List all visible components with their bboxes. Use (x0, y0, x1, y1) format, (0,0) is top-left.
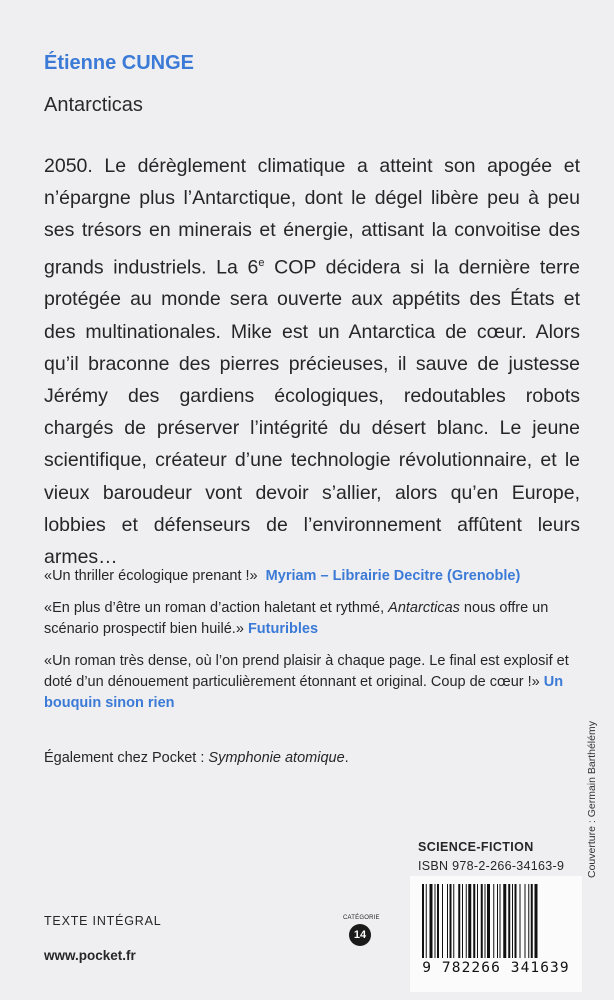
barcode (410, 876, 582, 992)
also-title: Symphonie atomique (208, 750, 345, 766)
genre-label: SCIENCE-FICTION (418, 840, 534, 854)
review-quotes (44, 566, 584, 725)
quote-text: «Un roman très dense, où l’on prend plaisir à chaque page. Le final est explosif et doté d’un dénouement particulièrement étonnant et original. Coup de cœur !» (44, 653, 569, 690)
texte-integral-label: TEXTE INTÉGRAL (44, 914, 162, 928)
synopsis-superscript: e (258, 256, 265, 269)
quote-source: Futuribles (247, 621, 319, 637)
category-label: CATÉGORIE (343, 915, 380, 921)
quote-source: Myriam – Librairie Decitre (Grenoble) (265, 568, 521, 584)
review-quote (44, 651, 584, 714)
quote-italic-title: Antarcticas (388, 600, 460, 616)
quote-source: Un bouquin sinon rien (44, 674, 564, 711)
also-by-author (44, 750, 349, 766)
barcode-number: 9 782266 341639 (422, 960, 570, 976)
barcode-bars (420, 884, 572, 958)
quote-text: «Un thriller écologique prenant !» (44, 568, 258, 584)
review-quote (44, 598, 584, 640)
category-badge: 14 (349, 924, 371, 946)
isbn: ISBN 978-2-266-34163-9 (418, 859, 565, 873)
also-prefix: Également chez Pocket : (44, 750, 209, 766)
quote-text: «En plus d’être un roman d’action haletant et rythmé, (44, 600, 389, 616)
synopsis-part-1: 2050. Le dérèglement climatique a atteint son apogée et n’épargne plus l’Antarctique, dont le dégel libère peu à peu ses trésors en minerais et énergie, attisant la convoitise des grands industriels. La 6 (44, 155, 580, 279)
cover-credit: Couverture : Germain Barthélémy (586, 721, 598, 878)
author-name: Étienne CUNGE (44, 52, 195, 74)
synopsis (44, 150, 580, 573)
book-title: Antarcticas (44, 94, 143, 116)
synopsis-part-2: COP décidera si la dernière terre protégée au monde sera ouverte aux appétits des États et des multinationales. Mike est un Antarctica de cœur. Alors qu’il braconne des pierres précieuses, il sauve de justesse Jérémy des gardiens écologiques, redoutables robots chargés de préserver l’intégrité du désert blanc. Le jeune scientifique, créateur d’une technologie révolutionnaire, et le vieux baroudeur vont devoir s’allier, alors qu’en Europe, lobbies et défenseurs de l’environnement affûtent leurs armes… (44, 256, 580, 568)
also-suffix: . (344, 750, 349, 766)
review-quote (44, 566, 584, 587)
website-link[interactable]: www.pocket.fr (44, 948, 136, 963)
quote-text: nous offre un scénario prospectif bien huilé.» (44, 600, 549, 637)
